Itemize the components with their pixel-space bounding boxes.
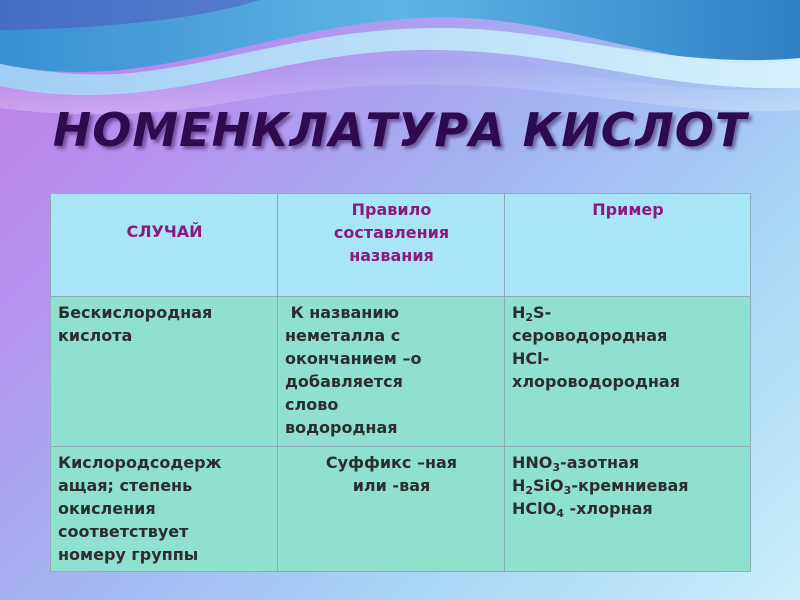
row2-rule-line: или -вая — [352, 476, 431, 495]
row2-examples — [505, 447, 751, 572]
formula-text: S- — [533, 303, 552, 322]
row1-case-line: кислота — [58, 326, 133, 345]
formula-text: -хлорная — [563, 499, 653, 518]
row2-case-line: соответствует — [58, 522, 189, 541]
row1-rule-line: К названию — [285, 303, 400, 322]
formula-subscript: 2 — [525, 484, 534, 497]
row1-rule-line: добавляется — [285, 372, 403, 391]
slide-title: НОМЕНКЛАТУРА КИСЛОТ — [52, 103, 748, 157]
header-case-label: СЛУЧАЙ — [126, 222, 203, 241]
formula-text: H — [512, 476, 526, 495]
example-formula — [512, 301, 744, 324]
formula-text: -азотная — [560, 453, 640, 472]
formula-text: HClO — [512, 499, 557, 518]
example-name: сероводородная — [512, 326, 668, 345]
row2-case — [51, 447, 278, 572]
example-formula — [512, 347, 744, 370]
row1-rule-line: водородная — [285, 418, 398, 437]
nomenclature-table — [50, 193, 751, 572]
formula-text: HNO — [512, 453, 553, 472]
row2-rule-line: Суффикс –ная — [325, 453, 458, 472]
row2-case-line: окисления — [58, 499, 156, 518]
row2-case-line: номеру группы — [58, 545, 199, 564]
row2-case-line: ащая; степень — [58, 476, 193, 495]
formula-text: H — [512, 303, 526, 322]
row1-rule — [278, 297, 505, 447]
table-header-row — [51, 194, 751, 297]
table-row — [51, 447, 751, 572]
row2-case-line: Кислородсодерж — [58, 453, 222, 472]
row1-rule-line: слово — [285, 395, 339, 414]
row1-rule-line: окончанием –о — [285, 349, 422, 368]
formula-text: -кремниевая — [571, 476, 689, 495]
row2-rule — [278, 447, 505, 572]
example-formula — [512, 497, 744, 520]
formula-subscript: 3 — [552, 461, 561, 474]
formula-subscript: 2 — [525, 311, 534, 324]
formula-subscript: 3 — [563, 484, 572, 497]
formula-text: HCl- — [512, 349, 550, 368]
formula-text: SiO — [533, 476, 564, 495]
row1-examples — [505, 297, 751, 447]
header-rule — [278, 194, 505, 297]
header-example-label: Пример — [592, 200, 664, 219]
header-example — [505, 194, 751, 297]
formula-subscript: 4 — [556, 507, 564, 520]
example-formula — [512, 474, 744, 497]
row1-rule-line: неметалла с — [285, 326, 401, 345]
header-rule-line: названия — [349, 246, 434, 265]
header-case — [51, 194, 278, 297]
example-name: хлороводородная — [512, 372, 680, 391]
example-formula — [512, 451, 744, 474]
table-row — [51, 297, 751, 447]
header-rule-line: составления — [333, 223, 450, 242]
row1-case — [51, 297, 278, 447]
row1-case-line: Бескислородная — [58, 303, 213, 322]
header-rule-line: Правило — [351, 200, 432, 219]
